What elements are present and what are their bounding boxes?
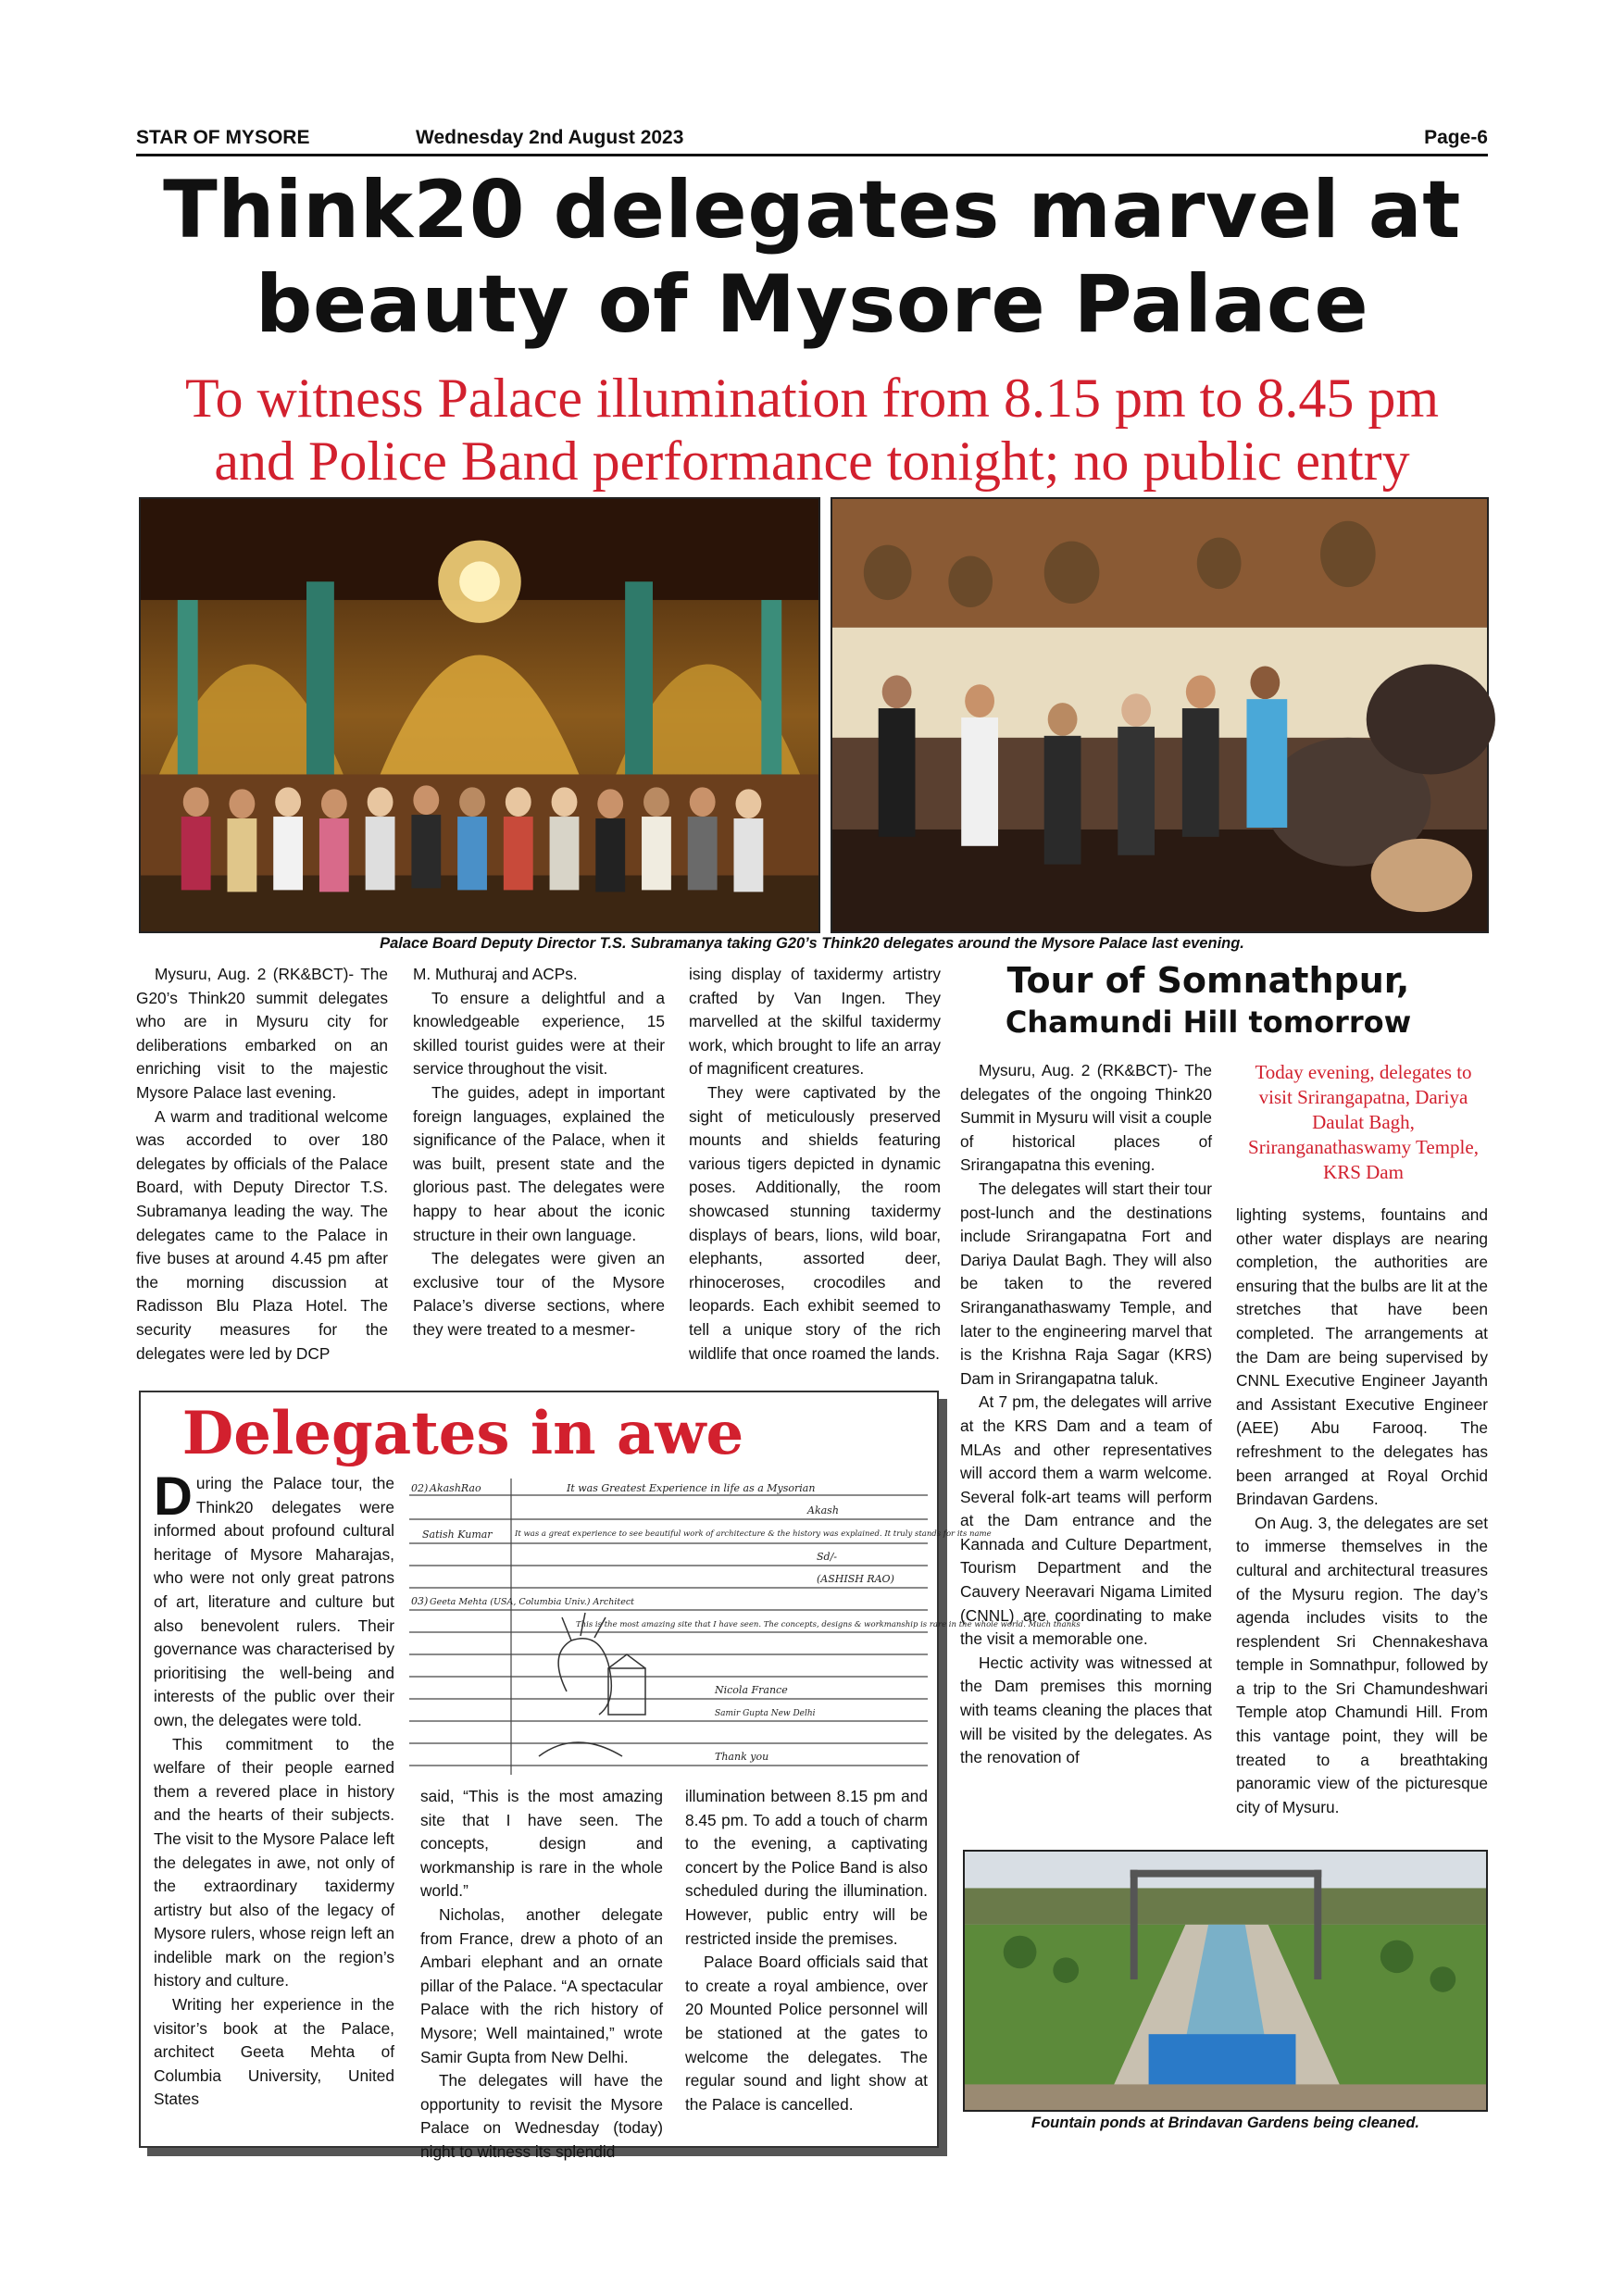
subhead-line-2: and Police Band performance tonight; no public entry (214, 430, 1410, 492)
paragraph: said, “This is the most amazing site that I have seen. The concepts, design and workmanship is rare in the whole world.” (420, 1787, 663, 1901)
paragraph: Hectic activity was witnessed at the Dam premises this morning with teams cleaning the places that will be visited by the delegates. As the renovation of (960, 1653, 1212, 1767)
paragraph: Nicholas, another delegate from France, drew a photo of an Ambari elephant and an ornate pillar of the Palace. “A spectacular Palace with the rich history of Mysore; Well maintained,” wrote Samir Gupta from New Delhi. (420, 1904, 663, 2066)
paragraph: M. Muthuraj and ACPs. (413, 965, 578, 983)
paragraph: Writing her experience in the visitor’s book at the Palace, architect Geeta Mehta of Columbia University, United States (154, 1995, 394, 2109)
paragraph: Mysuru, Aug. 2 (RK&BCT)- The G20’s Think20 summit delegates who are in Mysuru city for deliberations embarked on an enriching visit to the majestic Mysore Palace last evening. (136, 965, 388, 1102)
side-story-col-1 (960, 1059, 1212, 1770)
headline-line-1: Think20 delegates marvel at (163, 164, 1461, 256)
page-number: Page-6 (1424, 127, 1488, 148)
paragraph: The delegates were given an exclusive tour of the Mysore Palace’s diverse sections, where they were treated to a mesmer- (413, 1249, 665, 1339)
vb-entry-text: It was a great experience to see beautiful work of architecture & the history was explained. It truly stands for its name (515, 1529, 992, 1539)
issue-date: Wednesday 2nd August 2023 (416, 127, 684, 148)
vb-entry-name: Geeta Mehta (USA, Columbia Univ.) Architect (430, 1597, 634, 1607)
vb-entry-text: It was Greatest Experience in life as a Mysorian (567, 1482, 816, 1494)
paragraph: illumination between 8.15 pm and 8.45 pm. To add a touch of charm to the evening, a captivating concert by the Police Band is also scheduled during the illumination. However, public entry will be restricted inside the premises. (685, 1787, 928, 1948)
paragraph: To ensure a delightful and a knowledgeable experience, 15 skilled tourist guides were at their service throughout the visit. (413, 988, 665, 1079)
paragraph (154, 1466, 394, 1733)
main-story-col-1 (136, 963, 388, 1366)
paper-name: STAR OF MYSORE (136, 127, 310, 148)
box-col-3 (685, 1785, 928, 2116)
side-story-col-2 (1236, 1204, 1488, 1819)
paragraph: They were captivated by the sight of meticulously preserved mounts and shields featuring various tigers depicted in dynamic poses. Additionally, the room showcased stunning taxidermy displays of bears, lions, wild boar, elephants, assorted deer, rhinoceroses, crocodiles and leopards. Each exhibit seemed to tell a unique story of the rich wildlife that once roamed the lands. (689, 1082, 941, 1363)
paragraph: A warm and traditional welcome was accorded to over 180 delegates by officials of the Palace Board, with Deputy Director T.S. Subramanya leading the way. The delegates came to the Palace in five buses at around 4.45 pm after the morning discussion at Radisson Blu Plaza Hotel. The security measures for the delegates were led by DCP (136, 1106, 388, 1363)
vb-entry-text: Thank you (715, 1751, 769, 1763)
paragraph: Palace Board officials said that to create a royal ambience, over 20 Mounted Police personnel will be stationed at the gates to welcome the delegates. The regular sound and light show at the Palace is cancelled. (685, 1953, 928, 2114)
paragraph: The delegates will start their tour post-lunch and the destinations include Srirangapatna Fort and Dariya Daulat Bagh. They will also be taken to the revered Sriranganathaswamy Temple, and later to the engineering marvel that is the Krishna Raja Sagar (KRS) Dam in Srirangapatna taluk. (960, 1179, 1212, 1388)
photo-caption-brindavan: Fountain ponds at Brindavan Gardens being cleaned. (1031, 2115, 1419, 2131)
vb-entry-num: 03) (411, 1595, 429, 1607)
side-headline-line-2: Chamundi Hill tomorrow (1005, 1004, 1412, 1040)
side-headline-line-1: Tour of Somnathpur, (1006, 960, 1410, 1001)
vb-entry-sign: Akash (807, 1504, 839, 1516)
paragraph: The delegates will have the opportunity to revisit the Mysore Palace on Wednesday (today) night to witness its splendid (420, 2071, 663, 2161)
side-pull-quote: Today evening, delegates to visit Srirangapatna, Dariya Daulat Bagh, Sriranganathaswamy Temple, KRS Dam (1248, 1061, 1479, 1183)
vb-entry-text: Nicola France (715, 1684, 788, 1696)
vb-entry-text: Samir Gupta New Delhi (715, 1709, 816, 1718)
paragraph-text: uring the Palace tour, the Think20 delegates were informed about profound cultural heritage of Mysore Maharajas, who were not only great patrons of art, literature and culture but also benevolent rulers. Their governance was characterised by prioritising the well-being and interests of the public over their own, the delegates were told. (154, 1474, 394, 1729)
paragraph: Mysuru, Aug. 2 (RK&BCT)- The delegates of the ongoing Think20 Summit in Mysuru will visit a couple of historical places of Srirangapatna this evening. (960, 1061, 1212, 1175)
paragraph: The guides, adept in important foreign languages, explained the significance of the Palace, when it was built, present state and the glorious past. The delegates were happy to hear about the iconic structure in their own language. (413, 1082, 665, 1244)
palace-delegates-photo (139, 497, 820, 933)
taxidermy-gallery-photo (831, 497, 1489, 933)
masthead (136, 127, 1488, 155)
main-headline (93, 163, 1531, 352)
brindavan-gardens-photo (963, 1850, 1488, 2112)
main-story-col-3 (689, 963, 941, 1366)
box-col-2 (420, 1785, 663, 2165)
vb-entry-name: Satish Kumar (422, 1529, 493, 1541)
subhead-line-1: To witness Palace illumination from 8.15 pm to 8.45 pm (185, 368, 1439, 429)
paragraph: On Aug. 3, the delegates are set to immerse themselves in the cultural and architectural treasures of the Mysuru region. The day’s agenda includes visits to the resplendent Sri Chennakeshava temple in Somnathpur, followed by a trip to the Sri Chamundeshwari Temple atop Chamundi Hill. From this vantage point, they will be treated to a breathtaking panoramic view of the picturesque city of Mysuru. (1236, 1513, 1488, 1816)
drop-cap: D (154, 1466, 193, 1527)
paragraph: lighting systems, fountains and other water displays are nearing completion, the authorities are ensuring that the bulbs are lit at the stretches that have been completed. The arrangements at the Dam are being supervised by CNNL Executive Engineer Jayanth and Assistant Executive Engineer (AEE) Abu Farooq. The refreshment to the delegates has been arranged at Royal Orchid Brindavan Gardens. (1236, 1205, 1488, 1509)
vb-entry-sign: (ASHISH RAO) (817, 1573, 894, 1585)
sub-headline (93, 367, 1531, 493)
vb-entry-sign: Sd/- (817, 1551, 837, 1563)
paragraph: ising display of taxidermy artistry crafted by Van Ingen. They marvelled at the skilful taxidermy work, which brought to life an array of magnificent creatures. (689, 965, 941, 1079)
vb-entry-text: This is the most amazing site that I have seen. The concepts, designs & workmanship is rare in the whole world. Much thanks (576, 1620, 1081, 1629)
side-story-headline (926, 959, 1491, 1042)
main-story-col-2 (413, 963, 665, 1342)
paragraph: This commitment to the welfare of their people earned them a revered place in history and the hearts of their subjects. The visit to the Mysore Palace left the delegates in awe, not only of the extraordinary taxidermy artistry but also of the legacy of Mysore rulers, whose reign left an indelible mark on the region’s history and culture. (154, 1734, 394, 1990)
vb-entry-name: AkashRao (430, 1482, 481, 1494)
paragraph: At 7 pm, the delegates will arrive at the KRS Dam and a team of MLAs and other representatives will accord them a warm welcome. Several folk-art teams will perform at the Dam entrance and the Kannada and Culture Department, Tourism Department and the Cauvery Neeravari Nigama Limited (CNNL) are coordinating to make the visit a memorable one. (960, 1392, 1212, 1649)
box-col-1 (154, 1466, 394, 2112)
vb-entry-num: 02) (411, 1482, 429, 1494)
masthead-rule (136, 154, 1488, 156)
photo-caption-palace: Palace Board Deputy Director T.S. Subramanya taking G20’s Think20 delegates around the Mysore Palace last evening. (380, 935, 1244, 952)
headline-line-2: beauty of Mysore Palace (255, 258, 1369, 351)
visitor-book-image (409, 1479, 1081, 1775)
box-headline: Delegates in awe (181, 1399, 744, 1468)
